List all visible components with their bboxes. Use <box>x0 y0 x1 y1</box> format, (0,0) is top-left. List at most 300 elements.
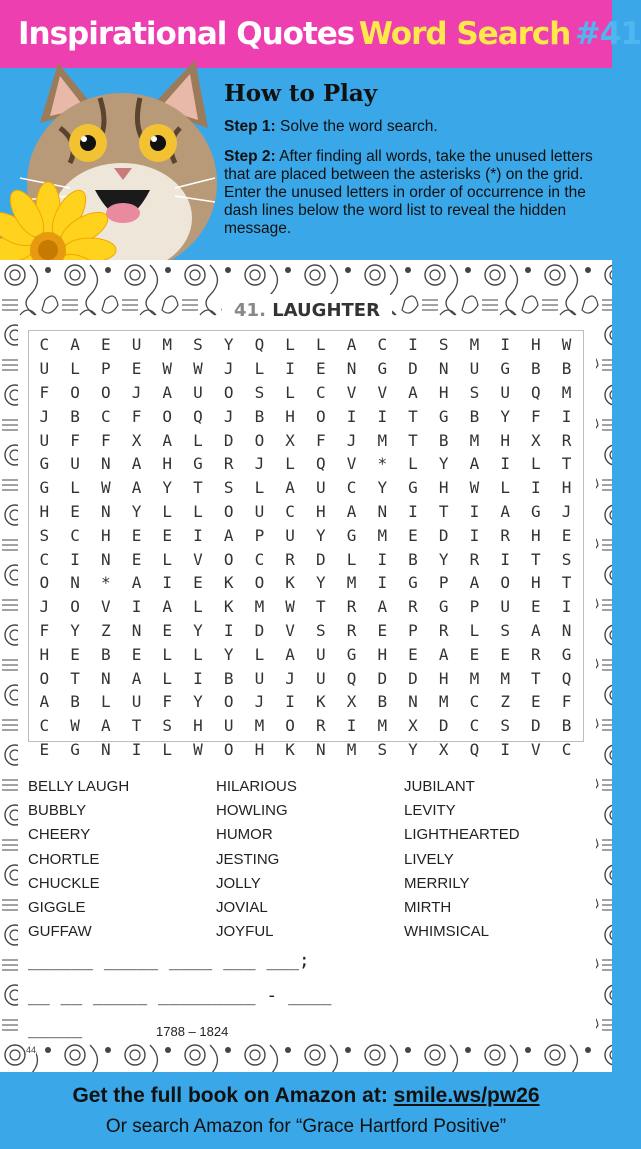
grid-letter[interactable]: H <box>438 478 449 498</box>
grid-letter[interactable]: W <box>469 478 480 498</box>
grid-letter[interactable]: I <box>531 478 541 498</box>
grid-letter[interactable]: L <box>285 382 295 402</box>
grid-letter[interactable]: I <box>223 620 234 640</box>
grid-letter[interactable]: I <box>131 597 142 617</box>
grid-letter[interactable]: E <box>70 644 80 664</box>
grid-letter[interactable]: Y <box>316 573 326 593</box>
grid-letter[interactable]: I <box>193 668 203 688</box>
grid-letter[interactable]: Y <box>438 549 449 569</box>
grid-letter[interactable]: C <box>561 739 572 759</box>
grid-letter[interactable]: Q <box>469 739 480 759</box>
grid-letter[interactable]: N <box>316 739 326 759</box>
grid-letter[interactable]: W <box>100 478 111 498</box>
grid-letter[interactable]: Y <box>70 620 80 640</box>
grid-letter[interactable]: F <box>531 406 541 426</box>
grid-letter[interactable]: I <box>346 406 357 426</box>
grid-letter[interactable]: I <box>500 454 510 474</box>
grid-letter[interactable]: I <box>285 692 295 712</box>
grid-letter[interactable]: Y <box>500 406 510 426</box>
grid-letter[interactable]: I <box>70 549 80 569</box>
grid-letter[interactable]: J <box>39 406 50 426</box>
grid-letter[interactable]: Y <box>408 739 418 759</box>
grid-letter[interactable]: B <box>100 644 111 664</box>
grid-letter[interactable]: F <box>39 382 50 402</box>
grid-letter[interactable]: D <box>438 716 449 736</box>
grid-letter[interactable]: C <box>316 382 326 402</box>
grid-letter[interactable]: I <box>408 501 418 521</box>
grid-letter[interactable]: K <box>285 573 295 593</box>
grid-letter[interactable]: T <box>70 668 80 688</box>
grid-letter[interactable]: N <box>100 668 111 688</box>
grid-letter[interactable]: J <box>223 406 234 426</box>
grid-letter[interactable]: O <box>223 739 234 759</box>
grid-letter[interactable]: J <box>254 692 265 712</box>
grid-letter[interactable]: O <box>162 406 173 426</box>
grid-letter[interactable]: H <box>500 430 510 450</box>
grid-letter[interactable]: U <box>316 478 326 498</box>
grid-letter[interactable]: R <box>469 549 480 569</box>
grid-letter[interactable]: J <box>254 454 265 474</box>
grid-letter[interactable]: N <box>100 454 111 474</box>
book-link[interactable]: smile.ws/pw26 <box>393 1084 540 1107</box>
grid-letter[interactable]: E <box>131 525 142 545</box>
grid-letter[interactable]: A <box>162 597 173 617</box>
grid-letter[interactable]: A <box>131 454 142 474</box>
grid-letter[interactable]: H <box>531 573 541 593</box>
grid-letter[interactable]: D <box>223 430 234 450</box>
grid-letter[interactable]: B <box>408 549 418 569</box>
grid-letter[interactable]: W <box>561 335 572 355</box>
grid-letter[interactable]: K <box>285 739 295 759</box>
grid-letter[interactable]: L <box>316 335 326 355</box>
grid-letter[interactable]: C <box>469 716 480 736</box>
grid-letter[interactable]: H <box>285 406 295 426</box>
grid-letter[interactable]: X <box>346 692 357 712</box>
grid-letter[interactable]: O <box>500 573 510 593</box>
grid-letter[interactable]: U <box>131 335 142 355</box>
grid-letter[interactable]: B <box>377 692 388 712</box>
grid-letter[interactable]: S <box>561 549 572 569</box>
grid-letter[interactable]: A <box>70 335 80 355</box>
grid-letter[interactable]: H <box>316 501 326 521</box>
grid-letter[interactable]: L <box>500 478 510 498</box>
grid-letter[interactable]: S <box>377 739 388 759</box>
grid-letter[interactable]: U <box>39 430 50 450</box>
grid-letter[interactable]: F <box>131 406 142 426</box>
grid-letter[interactable]: U <box>131 692 142 712</box>
grid-letter[interactable]: Z <box>100 620 111 640</box>
grid-letter[interactable]: G <box>377 359 388 379</box>
grid-letter[interactable]: X <box>131 430 142 450</box>
grid-letter[interactable]: R <box>531 644 541 664</box>
grid-letter[interactable]: T <box>408 406 418 426</box>
grid-letter[interactable]: M <box>162 335 173 355</box>
grid-letter[interactable]: V <box>346 454 357 474</box>
grid-letter[interactable]: P <box>469 597 480 617</box>
grid-letter[interactable]: O <box>316 406 326 426</box>
grid-letter[interactable]: L <box>162 501 173 521</box>
grid-letter[interactable]: E <box>162 620 173 640</box>
grid-letter[interactable]: X <box>408 716 418 736</box>
grid-letter[interactable]: H <box>39 501 50 521</box>
grid-letter[interactable]: I <box>500 549 510 569</box>
grid-letter[interactable]: N <box>100 739 111 759</box>
grid-letter[interactable]: R <box>316 716 326 736</box>
grid-letter[interactable]: N <box>346 359 357 379</box>
grid-letter[interactable]: E <box>531 692 541 712</box>
grid-letter[interactable]: U <box>193 382 203 402</box>
grid-letter[interactable]: O <box>223 501 234 521</box>
grid-letter[interactable]: C <box>39 549 50 569</box>
grid-letter[interactable]: D <box>531 716 541 736</box>
grid-letter[interactable]: W <box>285 597 295 617</box>
grid-letter[interactable]: G <box>561 644 572 664</box>
grid-letter[interactable]: C <box>285 501 295 521</box>
grid-letter[interactable]: V <box>346 382 357 402</box>
grid-letter[interactable]: T <box>531 668 541 688</box>
grid-letter[interactable]: S <box>223 478 234 498</box>
grid-letter[interactable]: G <box>500 359 510 379</box>
grid-letter[interactable]: S <box>316 620 326 640</box>
grid-letter[interactable]: B <box>438 430 449 450</box>
grid-letter[interactable]: G <box>70 739 80 759</box>
grid-letter[interactable]: E <box>70 501 80 521</box>
grid-letter[interactable]: E <box>131 549 142 569</box>
grid-letter[interactable]: E <box>469 644 480 664</box>
grid-letter[interactable]: D <box>316 549 326 569</box>
grid-letter[interactable]: X <box>531 430 541 450</box>
grid-letter[interactable]: L <box>469 620 480 640</box>
grid-letter[interactable]: T <box>531 549 541 569</box>
grid-letter[interactable]: N <box>100 501 111 521</box>
grid-letter[interactable]: M <box>254 716 265 736</box>
grid-letter[interactable]: S <box>254 382 265 402</box>
grid-letter[interactable]: O <box>39 573 50 593</box>
grid-letter[interactable]: A <box>500 501 510 521</box>
grid-letter[interactable]: X <box>438 739 449 759</box>
grid-letter[interactable]: A <box>469 573 480 593</box>
grid-letter[interactable]: B <box>70 692 80 712</box>
grid-letter[interactable]: H <box>162 454 173 474</box>
grid-letter[interactable]: A <box>408 382 418 402</box>
grid-letter[interactable]: B <box>254 406 265 426</box>
grid-letter[interactable]: L <box>346 549 357 569</box>
grid-letter[interactable]: A <box>162 430 173 450</box>
grid-letter[interactable]: E <box>193 573 203 593</box>
grid-letter[interactable]: * <box>100 573 111 593</box>
grid-letter[interactable]: O <box>70 597 80 617</box>
grid-letter[interactable]: Z <box>500 692 510 712</box>
grid-letter[interactable]: N <box>100 549 111 569</box>
grid-letter[interactable]: L <box>100 692 111 712</box>
grid-letter[interactable]: D <box>408 359 418 379</box>
grid-letter[interactable]: O <box>39 668 50 688</box>
grid-letter[interactable]: M <box>438 692 449 712</box>
grid-letter[interactable]: I <box>346 716 357 736</box>
grid-letter[interactable]: L <box>531 454 541 474</box>
grid-letter[interactable]: J <box>39 597 50 617</box>
grid-letter[interactable]: C <box>469 692 480 712</box>
grid-letter[interactable]: L <box>193 501 203 521</box>
grid-letter[interactable]: H <box>438 668 449 688</box>
grid-letter[interactable]: K <box>223 573 234 593</box>
grid-letter[interactable]: R <box>223 454 234 474</box>
grid-letter[interactable]: N <box>438 359 449 379</box>
grid-letter[interactable]: J <box>285 668 295 688</box>
grid-letter[interactable]: B <box>561 716 572 736</box>
grid-letter[interactable]: R <box>285 549 295 569</box>
grid-letter[interactable]: G <box>438 597 449 617</box>
grid-letter[interactable]: G <box>39 454 50 474</box>
grid-letter[interactable]: G <box>531 501 541 521</box>
grid-letter[interactable]: Y <box>223 644 234 664</box>
grid-letter[interactable]: D <box>408 668 418 688</box>
grid-letter[interactable]: F <box>162 692 173 712</box>
grid-letter[interactable]: L <box>162 739 173 759</box>
grid-letter[interactable]: A <box>131 573 142 593</box>
grid-letter[interactable]: M <box>561 382 572 402</box>
grid-letter[interactable]: T <box>561 573 572 593</box>
grid-letter[interactable]: U <box>70 454 80 474</box>
grid-letter[interactable]: B <box>70 406 80 426</box>
grid-letter[interactable]: Y <box>316 525 326 545</box>
grid-letter[interactable]: K <box>223 597 234 617</box>
grid-letter[interactable]: A <box>285 478 295 498</box>
grid-letter[interactable]: N <box>131 620 142 640</box>
grid-letter[interactable]: G <box>346 525 357 545</box>
grid-letter[interactable]: I <box>193 525 203 545</box>
grid-letter[interactable]: L <box>162 549 173 569</box>
grid-letter[interactable]: E <box>500 644 510 664</box>
grid-letter[interactable]: O <box>254 573 265 593</box>
grid-letter[interactable]: C <box>39 716 50 736</box>
grid-letter[interactable]: P <box>100 359 111 379</box>
grid-letter[interactable]: L <box>70 478 80 498</box>
grid-letter[interactable]: V <box>193 549 203 569</box>
grid-letter[interactable]: S <box>193 335 203 355</box>
grid-letter[interactable]: T <box>561 454 572 474</box>
grid-letter[interactable]: L <box>162 668 173 688</box>
grid-letter[interactable]: A <box>377 597 388 617</box>
grid-letter[interactable]: A <box>531 620 541 640</box>
grid-letter[interactable]: F <box>561 692 572 712</box>
grid-letter[interactable]: P <box>438 573 449 593</box>
grid-letter[interactable]: O <box>285 716 295 736</box>
grid-letter[interactable]: F <box>70 430 80 450</box>
grid-letter[interactable]: M <box>500 668 510 688</box>
grid-letter[interactable]: H <box>377 644 388 664</box>
grid-letter[interactable]: C <box>254 549 265 569</box>
grid-letter[interactable]: V <box>377 382 388 402</box>
grid-letter[interactable]: C <box>70 525 80 545</box>
grid-letter[interactable]: M <box>346 573 357 593</box>
grid-letter[interactable]: S <box>500 716 510 736</box>
grid-letter[interactable]: * <box>377 454 388 474</box>
grid-letter[interactable]: E <box>408 644 418 664</box>
grid-letter[interactable]: Y <box>131 501 142 521</box>
grid-letter[interactable]: U <box>500 597 510 617</box>
grid-letter[interactable]: M <box>377 716 388 736</box>
grid-letter[interactable]: H <box>531 335 541 355</box>
grid-letter[interactable]: T <box>131 716 142 736</box>
grid-letter[interactable]: L <box>408 454 418 474</box>
grid-letter[interactable]: P <box>408 620 418 640</box>
grid-letter[interactable]: H <box>531 525 541 545</box>
grid-letter[interactable]: G <box>39 478 50 498</box>
grid-letter[interactable]: W <box>193 359 203 379</box>
grid-letter[interactable]: N <box>561 620 572 640</box>
grid-letter[interactable]: Q <box>561 668 572 688</box>
grid-letter[interactable]: E <box>131 359 142 379</box>
grid-letter[interactable]: A <box>469 454 480 474</box>
grid-letter[interactable]: E <box>131 644 142 664</box>
grid-letter[interactable]: R <box>438 620 449 640</box>
grid-letter[interactable]: B <box>223 668 234 688</box>
grid-letter[interactable]: J <box>223 359 234 379</box>
grid-letter[interactable]: S <box>39 525 50 545</box>
grid-letter[interactable]: I <box>162 573 173 593</box>
grid-letter[interactable]: I <box>285 359 295 379</box>
grid-letter[interactable]: E <box>531 597 541 617</box>
grid-letter[interactable]: V <box>531 739 541 759</box>
grid-letter[interactable]: V <box>285 620 295 640</box>
grid-letter[interactable]: F <box>316 430 326 450</box>
grid-letter[interactable]: A <box>100 716 111 736</box>
grid-letter[interactable]: G <box>408 478 418 498</box>
grid-letter[interactable]: H <box>438 382 449 402</box>
grid-letter[interactable]: H <box>561 478 572 498</box>
grid-letter[interactable]: R <box>346 620 357 640</box>
grid-letter[interactable]: Q <box>254 335 265 355</box>
grid-letter[interactable]: U <box>285 525 295 545</box>
grid-letter[interactable]: L <box>254 359 265 379</box>
grid-letter[interactable]: A <box>131 478 142 498</box>
grid-letter[interactable]: U <box>316 668 326 688</box>
grid-letter[interactable]: J <box>561 501 572 521</box>
grid-letter[interactable]: F <box>39 620 50 640</box>
grid-letter[interactable]: M <box>377 430 388 450</box>
grid-letter[interactable]: L <box>285 335 295 355</box>
grid-letter[interactable]: M <box>469 335 480 355</box>
grid-letter[interactable]: I <box>500 335 510 355</box>
grid-letter[interactable]: K <box>316 692 326 712</box>
grid-letter[interactable]: O <box>223 549 234 569</box>
grid-letter[interactable]: Q <box>193 406 203 426</box>
grid-letter[interactable]: M <box>469 430 480 450</box>
grid-letter[interactable]: I <box>377 573 388 593</box>
grid-letter[interactable]: S <box>469 382 480 402</box>
grid-letter[interactable]: W <box>70 716 80 736</box>
grid-letter[interactable]: R <box>346 597 357 617</box>
grid-letter[interactable]: M <box>377 525 388 545</box>
grid-letter[interactable]: L <box>285 454 295 474</box>
grid-letter[interactable]: U <box>500 382 510 402</box>
grid-letter[interactable]: L <box>193 430 203 450</box>
grid-letter[interactable]: E <box>316 359 326 379</box>
grid-letter[interactable]: O <box>70 382 80 402</box>
grid-letter[interactable]: N <box>377 501 388 521</box>
grid-letter[interactable]: H <box>100 525 111 545</box>
grid-letter[interactable]: M <box>254 597 265 617</box>
grid-letter[interactable]: A <box>39 692 50 712</box>
grid-letter[interactable]: A <box>346 501 357 521</box>
grid-letter[interactable]: H <box>39 644 50 664</box>
grid-letter[interactable]: C <box>346 478 357 498</box>
grid-letter[interactable]: O <box>223 692 234 712</box>
grid-letter[interactable]: A <box>285 644 295 664</box>
grid-letter[interactable]: T <box>193 478 203 498</box>
grid-letter[interactable]: Q <box>531 382 541 402</box>
grid-letter[interactable]: S <box>438 335 449 355</box>
grid-letter[interactable]: Q <box>316 454 326 474</box>
grid-letter[interactable]: Y <box>193 692 203 712</box>
grid-letter[interactable]: E <box>561 525 572 545</box>
grid-letter[interactable]: C <box>377 335 388 355</box>
grid-letter[interactable]: O <box>223 382 234 402</box>
grid-letter[interactable]: I <box>377 406 388 426</box>
grid-letter[interactable]: U <box>316 644 326 664</box>
grid-letter[interactable]: L <box>162 644 173 664</box>
grid-letter[interactable]: H <box>193 716 203 736</box>
grid-letter[interactable]: H <box>254 739 265 759</box>
grid-letter[interactable]: A <box>162 382 173 402</box>
grid-letter[interactable]: I <box>500 739 510 759</box>
grid-letter[interactable]: U <box>469 359 480 379</box>
grid-letter[interactable]: E <box>377 620 388 640</box>
grid-letter[interactable]: E <box>408 525 418 545</box>
grid-letter[interactable]: S <box>162 716 173 736</box>
grid-letter[interactable]: T <box>408 430 418 450</box>
grid-letter[interactable]: D <box>438 525 449 545</box>
grid-letter[interactable]: P <box>254 525 265 545</box>
grid-letter[interactable]: I <box>377 549 388 569</box>
grid-letter[interactable]: I <box>561 406 572 426</box>
grid-letter[interactable]: Q <box>346 668 357 688</box>
grid-letter[interactable]: S <box>500 620 510 640</box>
grid-letter[interactable]: M <box>346 739 357 759</box>
grid-letter[interactable]: I <box>469 525 480 545</box>
grid-letter[interactable]: T <box>438 501 449 521</box>
grid-letter[interactable]: F <box>100 430 111 450</box>
grid-letter[interactable]: B <box>469 406 480 426</box>
grid-letter[interactable]: D <box>254 620 265 640</box>
grid-letter[interactable]: O <box>100 382 111 402</box>
grid-letter[interactable]: I <box>408 335 418 355</box>
grid-letter[interactable]: M <box>469 668 480 688</box>
grid-letter[interactable]: B <box>531 359 541 379</box>
grid-letter[interactable]: W <box>193 739 203 759</box>
grid-letter[interactable]: E <box>100 335 111 355</box>
grid-letter[interactable]: Y <box>193 620 203 640</box>
grid-letter[interactable]: U <box>39 359 50 379</box>
grid-letter[interactable]: N <box>408 692 418 712</box>
grid-letter[interactable]: L <box>193 644 203 664</box>
grid-letter[interactable]: E <box>39 739 50 759</box>
grid-letter[interactable]: Y <box>223 335 234 355</box>
grid-letter[interactable]: L <box>193 597 203 617</box>
grid-letter[interactable]: N <box>70 573 80 593</box>
grid-letter[interactable]: I <box>561 597 572 617</box>
grid-letter[interactable]: G <box>346 644 357 664</box>
grid-letter[interactable]: R <box>408 597 418 617</box>
grid-letter[interactable]: C <box>39 335 50 355</box>
grid-letter[interactable]: Y <box>162 478 173 498</box>
grid-letter[interactable]: B <box>561 359 572 379</box>
grid-letter[interactable]: U <box>254 668 265 688</box>
grid-letter[interactable]: A <box>223 525 234 545</box>
grid-letter[interactable]: D <box>377 668 388 688</box>
grid-letter[interactable]: E <box>162 525 173 545</box>
